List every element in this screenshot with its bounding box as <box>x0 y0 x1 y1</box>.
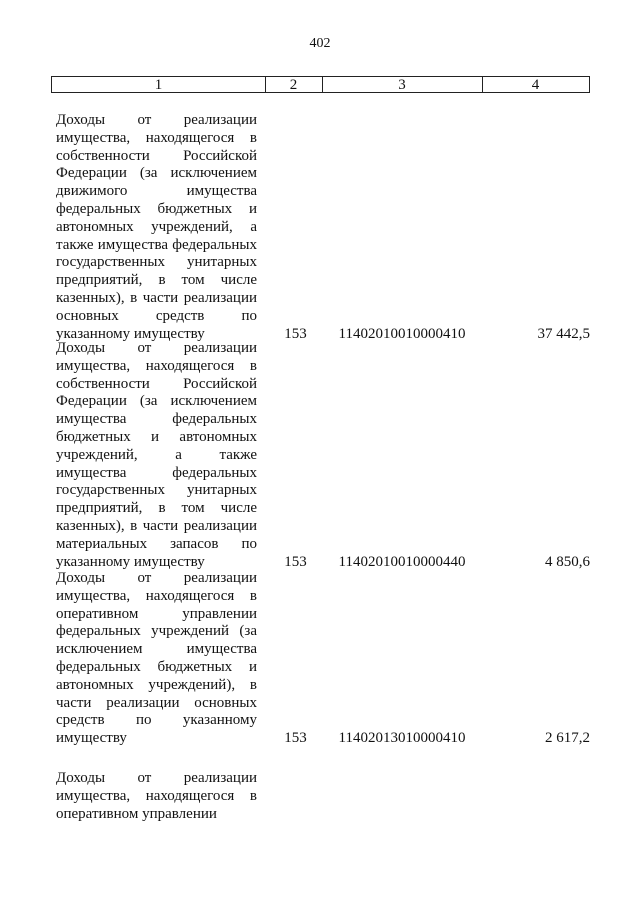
description-line: имущества, находящегося в <box>56 787 257 804</box>
description-line: имуществу <box>56 730 127 747</box>
description-line: казенных), в части реализации <box>56 289 257 306</box>
description-line: государственных унитарных <box>56 254 257 271</box>
description-line: движимого имущества <box>56 183 257 200</box>
description-line: предприятий, в том числе <box>56 500 257 517</box>
description-line: также имущества федеральных <box>56 236 257 253</box>
budget-code: 11402010010000440 <box>338 553 466 570</box>
description-line: автономных учреждений), в <box>56 676 257 693</box>
header-col-1: 1 <box>52 77 266 92</box>
description-line: автономных учреждений, а <box>56 218 257 235</box>
amount: 2 617,2 <box>545 730 590 747</box>
description-line: предприятий, в том числе <box>56 272 257 289</box>
table-header <box>51 76 590 93</box>
description-line: основных средств по <box>56 307 257 324</box>
description-line: имущества, находящегося в <box>56 357 257 374</box>
description-line: государственных унитарных <box>56 482 257 499</box>
description-line: собственности Российской <box>56 147 257 164</box>
description-line: федеральных бюджетных и <box>56 658 257 675</box>
description-line: Доходы от реализации <box>56 570 257 586</box>
page-number: 402 <box>309 36 331 51</box>
description-line: имущества, находящегося в <box>56 129 257 146</box>
description-line: федеральных бюджетных и <box>56 200 257 217</box>
row-description <box>56 112 257 343</box>
description-line: Доходы от реализации <box>56 770 257 786</box>
description-line: материальных запасов по <box>56 535 257 552</box>
row-description <box>56 570 257 748</box>
description-line: федеральных учреждений (за <box>56 623 257 640</box>
header-col-4: 4 <box>531 77 540 93</box>
description-line: указанному имуществу <box>56 553 205 570</box>
description-line: оперативном управлении <box>56 605 257 622</box>
header-col-3: 3 <box>322 77 483 92</box>
description-line: Федерации (за исключением <box>56 393 257 410</box>
budget-code: 11402010010000410 <box>338 325 466 342</box>
budget-code: 11402013010000410 <box>338 730 466 747</box>
description-line: части реализации основных <box>56 694 257 711</box>
header-col-2: 2 <box>265 77 323 92</box>
description-line: Федерации (за исключением <box>56 165 257 182</box>
amount: 4 850,6 <box>545 553 590 570</box>
description-line: учреждений, а также <box>56 446 257 463</box>
description-line: указанному имуществу <box>56 325 205 342</box>
description-line: имущества федеральных <box>56 411 257 428</box>
description-line: исключением имущества <box>56 641 257 658</box>
row-description <box>56 770 257 823</box>
description-line: оперативном управлении <box>56 805 217 822</box>
admin-code: 153 <box>284 325 307 342</box>
admin-code: 153 <box>284 553 307 570</box>
description-line: Доходы от реализации <box>56 340 257 356</box>
amount: 37 442,5 <box>537 325 590 342</box>
row-description <box>56 340 257 571</box>
description-line: средств по указанному <box>56 712 257 729</box>
description-line: имущества, находящегося в <box>56 587 257 604</box>
description-line: собственности Российской <box>56 375 257 392</box>
description-line: бюджетных и автономных <box>56 428 257 445</box>
description-line: Доходы от реализации <box>56 112 257 128</box>
description-line: имущества федеральных <box>56 464 257 481</box>
admin-code: 153 <box>284 730 307 747</box>
description-line: казенных), в части реализации <box>56 517 257 534</box>
